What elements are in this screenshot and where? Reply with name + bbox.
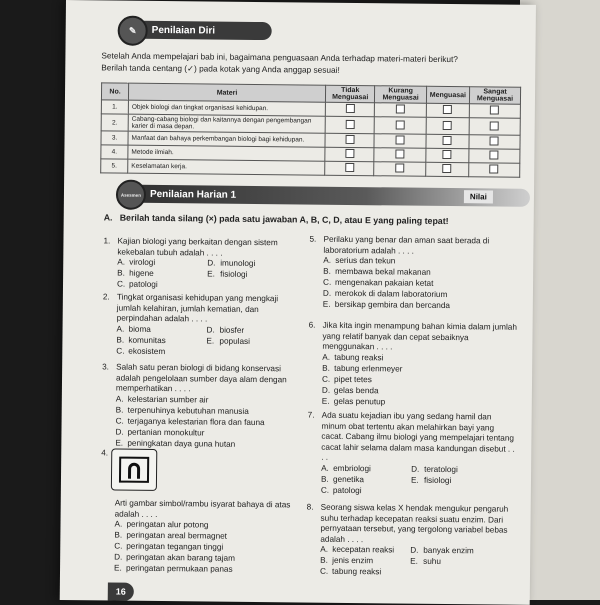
- option-letter[interactable]: E.: [321, 396, 330, 406]
- option-text: populasi: [219, 336, 250, 346]
- table-header: No.: [101, 83, 128, 100]
- assessment-badge-icon: [116, 180, 146, 210]
- question-stem: Arti gambar simbol/rambu isyarat bahaya di atas adalah . . . .: [114, 498, 291, 519]
- option-letter[interactable]: C.: [116, 346, 125, 356]
- assessment-checkbox[interactable]: [490, 121, 499, 130]
- row-material: Objek biologi dan tingkat organisasi kehidupan.: [128, 100, 325, 116]
- option-letter[interactable]: D.: [115, 427, 124, 437]
- option-text: banyak enzim: [423, 545, 474, 556]
- question-item: [308, 321, 519, 410]
- option-text: terpenuhinya kebutuhan manusia: [127, 405, 249, 416]
- section-instruction: Berilah tanda silang (×) pada satu jawaban A, B, C, D, atau E yang paling tepat!: [119, 212, 449, 227]
- option-letter[interactable]: D.: [410, 545, 419, 555]
- question-number: 7.: [307, 410, 315, 420]
- option-letter[interactable]: E.: [322, 299, 331, 309]
- assessment-checkbox[interactable]: [345, 163, 354, 172]
- option-row: [114, 564, 290, 577]
- option-row: [320, 567, 516, 580]
- option-text: kecepatan reaksi: [332, 544, 395, 555]
- daily-test-title: Penilaian Harian 1: [149, 188, 237, 201]
- assessment-checkbox[interactable]: [443, 105, 452, 114]
- option-row: [323, 300, 519, 313]
- assessment-checkbox[interactable]: [395, 163, 404, 172]
- row-number: 2.: [101, 114, 128, 131]
- option-text: merokok di dalam laboratorium: [334, 288, 448, 300]
- option-letter[interactable]: E.: [410, 556, 418, 566]
- option-text: mengenakan pakaian ketat: [335, 277, 434, 288]
- question-item: [101, 362, 292, 450]
- question-number: 2.: [102, 292, 110, 302]
- option-letter[interactable]: B.: [320, 474, 329, 484]
- option-letter[interactable]: E.: [114, 563, 122, 573]
- assessment-checkbox[interactable]: [490, 136, 499, 145]
- assessment-checkbox[interactable]: [443, 150, 452, 159]
- row-material: Manfaat dan bahaya perkembangan biologi bagi kehidupan.: [128, 131, 325, 147]
- option-row: [116, 346, 292, 359]
- section-letter: A.: [103, 212, 113, 223]
- option-letter[interactable]: B.: [323, 266, 331, 276]
- option-letter[interactable]: A.: [322, 352, 331, 362]
- option-text: gelas benda: [333, 385, 379, 395]
- option-text: pertanian monokultur: [127, 427, 205, 437]
- option-text: patologi: [332, 485, 362, 495]
- question-number: 1.: [103, 236, 111, 246]
- option-text: imunologi: [220, 258, 256, 268]
- question-stem: Salah satu peran biologi di bidang konservasi adalah pengelolaan sumber daya alam dengan memperhatikan . . . .: [115, 362, 287, 394]
- assessment-checkbox[interactable]: [346, 104, 355, 113]
- assessment-badge: Asesmen: [120, 192, 141, 198]
- question-number: 6.: [308, 320, 316, 330]
- option-letter[interactable]: A.: [116, 324, 125, 334]
- option-text: tabung reaksi: [334, 352, 384, 362]
- option-letter[interactable]: B.: [116, 335, 125, 345]
- option-letter[interactable]: A.: [114, 519, 123, 529]
- option-letter[interactable]: E.: [206, 335, 215, 346]
- option-text: biosfer: [219, 325, 245, 335]
- textbook-page: [60, 0, 536, 605]
- assessment-checkbox[interactable]: [396, 120, 405, 129]
- assessment-checkbox[interactable]: [490, 105, 499, 114]
- option-row: [117, 280, 293, 293]
- self-assessment-instruction: Berilah tanda centang (✓) pada kotak yang Anda anggap sesuai!: [101, 62, 340, 75]
- option-text: jenis enzim: [332, 555, 374, 566]
- question-stem: Kajian biologi yang berkaitan dengan sistem kekebalan tubuh adalah . . . .: [117, 236, 278, 258]
- option-text: peringatan akan barang tajam: [126, 552, 236, 563]
- self-assessment-table: [100, 82, 521, 177]
- option-letter[interactable]: D.: [206, 324, 215, 335]
- option-letter[interactable]: E.: [207, 269, 215, 279]
- table-header: Menguasai: [426, 86, 469, 103]
- option-letter[interactable]: C.: [319, 566, 329, 576]
- assessment-checkbox[interactable]: [443, 120, 452, 129]
- self-assessment-intro: Setelah Anda mempelajari bab ini, bagaimana penguasaan Anda terhadap materi-materi berikut?: [101, 50, 459, 65]
- option-text: membawa bekal makanan: [335, 266, 431, 277]
- option-text: tabung erlenmeyer: [334, 363, 403, 374]
- option-letter[interactable]: E.: [115, 438, 124, 448]
- row-number: 1.: [101, 100, 128, 114]
- row-number: 4.: [101, 145, 128, 159]
- option-letter[interactable]: C.: [116, 279, 126, 289]
- option-letter[interactable]: C.: [320, 485, 330, 495]
- assessment-checkbox[interactable]: [490, 150, 499, 159]
- option-letter[interactable]: B.: [117, 268, 125, 278]
- option-text: tabung reaksi: [331, 566, 382, 577]
- page-number: 16: [108, 582, 134, 600]
- question-stem: Tingkat organisasi kehidupan yang mengkaji jumlah kelahiran, jumlah kematian, dan perpindahan adalah . . . .: [116, 292, 279, 324]
- question-item: [309, 235, 520, 313]
- question-stem: Jika kita ingin menampung bahan kimia dalam jumlah yang relatif banyak dan cepat sebaiknya menggunakan . . . .: [322, 320, 517, 352]
- option-letter[interactable]: C.: [322, 374, 331, 384]
- assessment-checkbox[interactable]: [345, 119, 354, 128]
- option-letter[interactable]: B.: [320, 555, 328, 565]
- option-text: teratologi: [424, 464, 458, 474]
- option-text: genetika: [332, 474, 365, 484]
- option-letter[interactable]: E.: [410, 475, 419, 485]
- option-letter[interactable]: D.: [411, 464, 420, 474]
- self-assessment-title: Penilaian Diri: [151, 24, 216, 37]
- question-stem: Perilaku yang benar dan aman saat berada di laboratorium adalah . . . .: [323, 234, 490, 256]
- assessment-checkbox[interactable]: [345, 135, 354, 144]
- option-text: serius dan tekun: [335, 255, 396, 266]
- option-letter[interactable]: A.: [321, 463, 329, 473]
- question-number: 5.: [309, 234, 317, 244]
- option-letter[interactable]: C.: [115, 416, 124, 426]
- assessment-checkbox[interactable]: [396, 104, 405, 113]
- option-text: terjaganya kelestarian flora dan fauna: [127, 416, 265, 427]
- option-text: higene: [129, 268, 154, 278]
- option-text: suhu: [423, 556, 441, 566]
- option-text: fisiologi: [423, 475, 452, 485]
- question-stem: Ada suatu kejadian ibu yang sedang hamil dan minum obat tertentu akan melahirkan bayi yang cacat. Cabang ilmu biologi yang mempelajari tentang cacat lahir selama dalam masa kandungan disebut . . . .: [321, 410, 515, 462]
- table-header: Materi: [128, 83, 325, 102]
- option-text: peringatan tegangan tinggi: [126, 541, 224, 552]
- assessment-checkbox[interactable]: [490, 164, 499, 173]
- table-row: [101, 159, 520, 177]
- option-letter[interactable]: D.: [321, 385, 331, 395]
- row-material: Metode ilmiah.: [128, 145, 325, 161]
- option-text: embriologi: [333, 463, 371, 473]
- magnet-warning-sign-icon: [111, 448, 157, 490]
- table-header: Sangat Menguasai: [469, 87, 520, 105]
- option-letter[interactable]: B.: [115, 405, 124, 415]
- assessment-checkbox[interactable]: [396, 135, 405, 144]
- table-header: Kurang Menguasai: [375, 86, 427, 104]
- option-letter[interactable]: A.: [320, 544, 329, 554]
- option-letter[interactable]: D.: [114, 552, 123, 562]
- self-assessment-icon: ✎: [118, 16, 148, 46]
- row-number: 5.: [101, 159, 128, 173]
- question-stem: Seorang siswa kelas X hendak mengukur pengaruh suhu terhadap kecepatan reaksi suatu enzim. Dari pernyataan tersebut, yang tergolong variabel bebas adalah . . . .: [320, 502, 509, 544]
- option-text: peningkatan daya guna hutan: [127, 438, 236, 449]
- option-letter[interactable]: C.: [114, 541, 123, 551]
- option-text: patologi: [128, 279, 158, 289]
- question-item: [307, 411, 518, 499]
- row-material: Keselamatan kerja.: [128, 159, 325, 175]
- option-row: [321, 485, 517, 498]
- option-letter[interactable]: A.: [117, 257, 126, 267]
- question-number: 3.: [102, 362, 110, 372]
- assessment-checkbox[interactable]: [395, 149, 404, 158]
- option-letter[interactable]: B.: [114, 530, 123, 540]
- question-number: 4.: [101, 448, 109, 458]
- question-item: [100, 448, 291, 576]
- option-letter[interactable]: A.: [115, 394, 124, 404]
- assessment-checkbox[interactable]: [345, 149, 354, 158]
- option-text: peringatan alur potong: [126, 519, 209, 530]
- option-text: fisiologi: [220, 269, 248, 279]
- question-item: [102, 292, 293, 358]
- option-letter[interactable]: D.: [207, 258, 216, 268]
- option-text: komunitas: [128, 335, 166, 345]
- option-text: peringatan permukaan panas: [126, 563, 233, 574]
- assessment-checkbox[interactable]: [443, 164, 452, 173]
- option-text: pipet tetes: [334, 374, 372, 384]
- option-text: virologi: [129, 257, 156, 267]
- row-number: 3.: [101, 131, 128, 145]
- option-text: ekosistem: [128, 346, 166, 356]
- option-text: peringatan areal bermagnet: [126, 530, 228, 541]
- option-letter[interactable]: B.: [322, 363, 330, 373]
- option-text: gelas penutup: [333, 396, 386, 406]
- question-number: 8.: [306, 502, 314, 512]
- option-text: bioma: [128, 324, 151, 334]
- option-row: [322, 396, 518, 409]
- table-header: Tidak Menguasai: [325, 85, 375, 103]
- option-text: kelestarian sumber air: [127, 394, 209, 405]
- option-text: bersikap gembira dan bercanda: [334, 299, 451, 311]
- row-material: Cabang-cabang biologi dan kaitannya dengan pengembangan karier di masa depan.: [128, 114, 325, 133]
- assessment-checkbox[interactable]: [443, 136, 452, 145]
- self-assessment-banner: [122, 21, 272, 41]
- question-item: [306, 503, 517, 580]
- option-letter[interactable]: D.: [322, 288, 332, 298]
- option-letter[interactable]: A.: [323, 255, 332, 265]
- question-item: [103, 236, 294, 292]
- score-label: Nilai: [464, 190, 493, 203]
- option-letter[interactable]: C.: [323, 277, 332, 287]
